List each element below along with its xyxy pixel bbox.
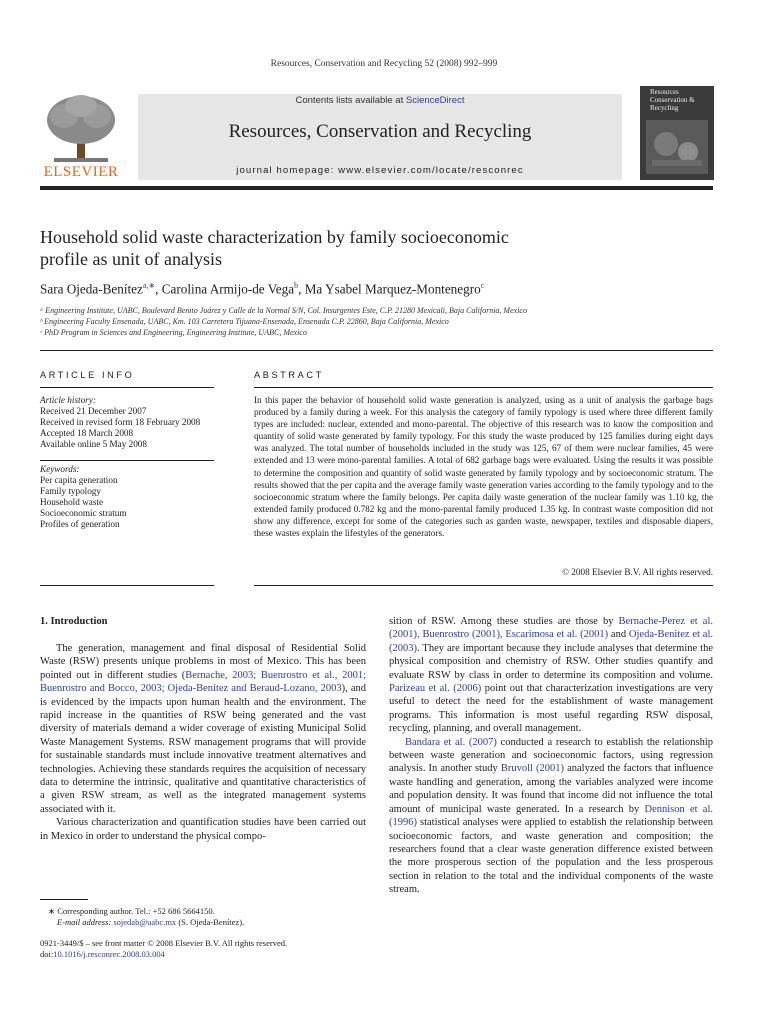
email-suffix: (S. Ojeda-Benítez). (176, 916, 245, 927)
citation-link[interactable]: Bernache-Perez et al. (2001), Buenrostro (2001), Escarimosa et al. (2001) (389, 616, 713, 641)
text-span: and (608, 629, 629, 641)
text-span: statistical analyses were applied to establish the relationship between socioeconomic factors, and waste generation and composition; the researchers found that a clear waste generation difference existed between the more prosperous section of the population and the less prosperous section in relation to the total and the individual components of the waste stream. (389, 817, 713, 896)
section-heading-introduction: 1. Introduction (40, 616, 108, 627)
doi-line (40, 949, 400, 960)
author-affiliation-mark[interactable]: c (480, 281, 485, 290)
keywords (40, 464, 220, 530)
keyword-item: Family typology (40, 486, 101, 496)
doi-label: doi: (40, 948, 54, 959)
abstract-rule (254, 387, 713, 388)
sciencedirect-link[interactable]: ScienceDirect (405, 95, 465, 106)
title-line-1: Household solid waste characterization by family socioeconomic (40, 227, 509, 247)
keywords-rule (40, 460, 214, 461)
paper-title (40, 226, 640, 270)
keyword-item: Profiles of generation (40, 519, 120, 529)
text-span: point out that characterization investigations are very useful to detect the need for the establishment of waste management programs. This information is most useful regarding RSW disposal, recycling, planning, and overall management. (389, 683, 713, 735)
author-affiliation-mark[interactable]: a,∗ (142, 281, 156, 290)
author-list: Sara Ojeda-Benítez$^{a,∗}$, Carolina Armijo-de Vega$^b$, Ma Ysabel Marquez-Montenegro$^c$ (40, 281, 485, 297)
text-span: analyzed the factors that influence waste handling and generation, among the variables analyzed were income and population density. It was found that income did not influence the total amount of municipal waste generated. In a research by (389, 763, 714, 815)
header-rule (40, 186, 713, 190)
corresponding-author: ∗ Corresponding author. Tel.: +52 686 5664150. (48, 906, 215, 916)
intro-paragraph-3 (389, 615, 713, 736)
keywords-label: Keywords: (40, 464, 80, 474)
citation-link[interactable]: Ojeda-Benitez et al. (2003) (389, 629, 713, 654)
intro-paragraph-2: Various characterization and quantification studies have been carried out in Mexico in order to understand the physical compo- (40, 817, 366, 842)
contents-line (138, 95, 622, 106)
article-info-bottom-rule (40, 585, 214, 586)
affiliation-a: ᵃ Engineering Institute, UABC, Boulevard Benito Juárez y Calle de la Normal S/N, Col. Insurgentes Este, C.P. 21280 Mexicali, Baja California, Mexico (40, 306, 527, 315)
cover-title: Resources Conservation & Recycling (650, 88, 695, 112)
journal-citation: Resources, Conservation and Recycling 52 (2008) 992–999 (270, 59, 498, 69)
author-affiliation-mark[interactable]: b (294, 281, 299, 290)
abstract-text: In this paper the behavior of household solid waste generation is analyzed, using as a unit of analysis the garbage bags produced by a family during a week. For this analysis the category of family typology is used where three different family types are included: nuclear, extended and mono-parental. The objective of this research was to know the composition and quantity of solid waste generated by family typology. For this study the waste produced by 125 families during eight days was analyzed. The total number of households included in the study was 125, 67 of them were nuclear families, 45 were extended and 13 were mono-parental families. A total of 682 garbage bags were evaluated. Using the results it was possible to determine the composition and quantity of solid waste generated by family typology and by socioeconomic stratum. The results showed that the per capita and the average family waste generation varies according to the family typology and to the socioeconomic stratum where the family belongs. Per capita daily waste generation of the nuclear family was 1.10 kg, the extended family produced 0.782 kg and the mono-parental family produced 1.35 kg. In contrast waste composition did not show any difference, except for some of the categories such as garden waste, newspaper, textiles and disposable diapers, these wastes explain the lifestyles of the generators. (254, 395, 713, 539)
front-matter (40, 938, 400, 959)
email-link[interactable]: sojedab@uabc.mx (113, 916, 177, 927)
history-item: Available online 5 May 2008 (40, 439, 147, 449)
text-span: conducted a research to establish the relationship between waste generation and socioeconomic factors, using regression analysis. In another study (389, 736, 713, 775)
citation-link[interactable]: Bandara et al. (2007) (405, 736, 497, 748)
text-span: . They are important because they include analyses that determine the physical composition and chemistry of RSW. Other studies quantify and evaluate RSW by class in order to determine its composition and volume. (389, 642, 713, 681)
affiliation-c: ᶜ PhD Program in Sciences and Engineering, Engineering Institute, UABC, Mexico (40, 328, 307, 337)
citation-link[interactable]: Bernache, 2003; Buenrostro et al., 2001; Buenrostro and Bocco, 2003; Ojeda-Benítez and Beraud-Lozano, 2003 (40, 669, 366, 695)
abstract-copyright: © 2008 Elsevier B.V. All rights reserved. (562, 567, 713, 577)
title-line-2: profile as unit of analysis (40, 249, 222, 269)
author-name: Ma Ysabel Marquez-Montenegro (304, 281, 481, 297)
text-span: The generation, management and final disposal of Residential Solid Waste (RSW) presents unique problems in most of Mexico. This has been pointed out in different studies ( (40, 643, 366, 681)
issn-line: 0921-3449/$ – see front matter © 2008 Elsevier B.V. All rights reserved. (40, 938, 288, 948)
author-name: Sara Ojeda-Benítez (40, 281, 143, 297)
text-span: ), and is evidenced by the impacts upon human health and the environment. The rapid increase in the quantities of RSW being generated and the vast diversity of materials demand a wider coverage of existing Municipal Solid Waste Management Systems. RSW management programs that will provide for sustainable standards must include innovative treatment alternatives and technologies. Achieving these standards requires the acquisition of necessary data to determine the intrinsic, qualitative and quantitative characteristics of a given RSW stream, as well as the integrated management systems associated with it. (40, 683, 366, 815)
article-info-rule (40, 387, 214, 388)
citation-link[interactable]: Parizeau et al. (2006) (389, 683, 482, 695)
doi-link[interactable]: 10.1016/j.resconrec.2008.03.004 (53, 948, 165, 959)
right-column (389, 615, 713, 897)
citation-link[interactable]: Dennison et al. (1996) (389, 803, 713, 829)
email-label: E-mail address: (57, 916, 112, 927)
footnote-rule (40, 899, 88, 900)
text-span: sition of RSW. Among these studies are those by (389, 616, 619, 627)
affiliation-b: ᵇ Engineering Faculty Ensenada, UABC, Km. 103 Carretera Tijuana-Ensenada, Ensenada C.P. 22860, Baja California, Mexico (40, 317, 449, 326)
email-line (48, 917, 378, 928)
section-rule (40, 350, 713, 351)
journal-homepage[interactable]: journal homepage: www.elsevier.com/locate/resconrec (236, 165, 524, 176)
keyword-item: Per capita generation (40, 475, 118, 485)
article-history (40, 395, 220, 450)
article-info-heading: ARTICLE INFO (40, 370, 135, 380)
footnote-corresponding (48, 906, 378, 927)
intro-paragraph-4 (389, 736, 713, 897)
history-item: Received 21 December 2007 (40, 406, 147, 416)
author-name: Carolina Armijo-de Vega (161, 281, 295, 297)
keyword-item: Household waste (40, 497, 104, 507)
keyword-item: Socioeconomic stratum (40, 508, 127, 518)
history-item: Accepted 18 March 2008 (40, 428, 134, 438)
abstract-bottom-rule (254, 585, 713, 586)
contents-prefix: Contents lists available at (295, 95, 406, 106)
abstract-heading: ABSTRACT (254, 370, 324, 380)
citation-link[interactable]: Bruvoll (2001) (500, 763, 565, 775)
elsevier-wordmark: ELSEVIER (43, 164, 119, 180)
intro-paragraph-1 (40, 642, 366, 816)
journal-title: Resources, Conservation and Recycling (228, 121, 532, 142)
elsevier-logo[interactable] (40, 90, 122, 182)
left-column (40, 642, 366, 843)
history-label: Article history: (40, 395, 96, 405)
history-item: Received in revised form 18 February 2008 (40, 417, 201, 427)
